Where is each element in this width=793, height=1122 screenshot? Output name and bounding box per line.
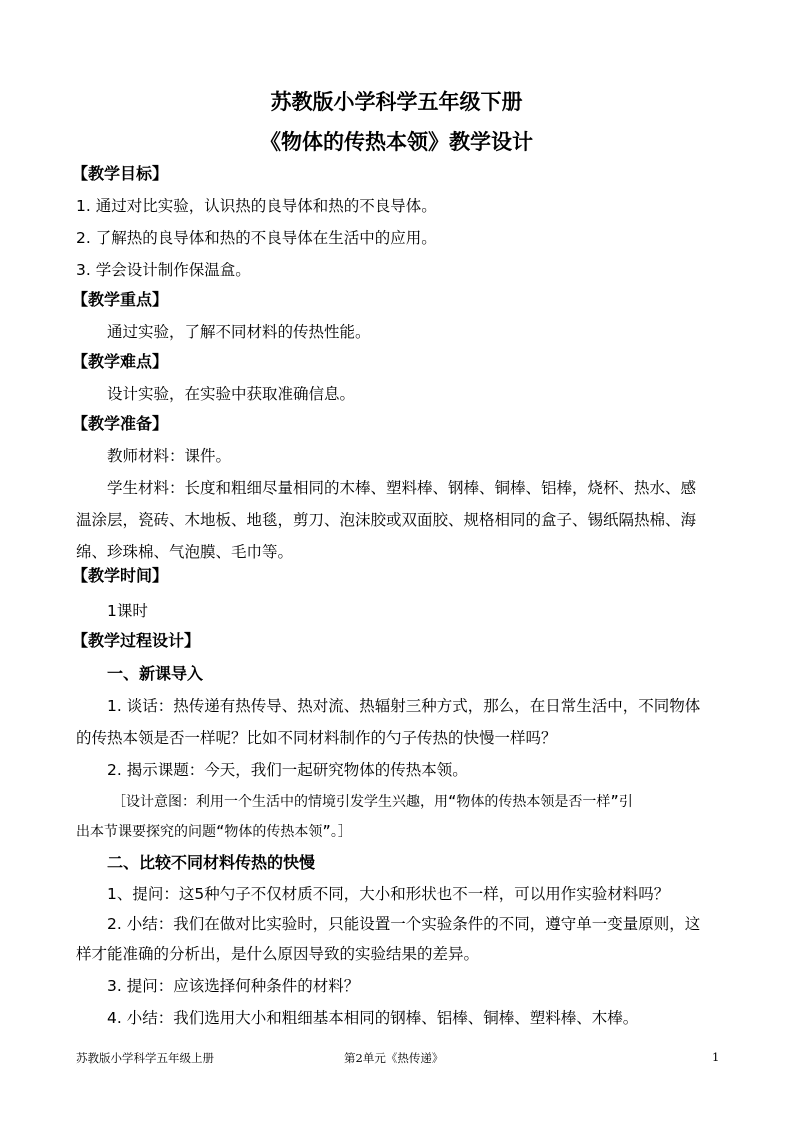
page-number: 1 (712, 1050, 720, 1064)
difficulties-text: 设计实验，在实验中获取准确信息。 (107, 385, 356, 403)
preparation-heading: 【教学准备】 (72, 414, 169, 433)
section2-title: 二、比较不同材料传热的快慢 (107, 853, 316, 872)
section1-title: 一、新课导入 (107, 664, 204, 683)
goals-heading: 【教学目标】 (72, 164, 169, 183)
key-points-heading: 【教学重点】 (72, 290, 169, 309)
goal-item: 2. 了解热的良导体和热的不良导体在生活中的应用。 (76, 229, 437, 247)
time-text: 1课时 (107, 602, 148, 620)
doc-title-line2: 《物体的传热本领》教学设计 (260, 129, 533, 154)
section2-paragraph-line: 2. 小结：我们在做对比实验时，只能设置一个实验条件的不同，遵守单一变量原则，这 (107, 915, 701, 933)
section2-paragraph: 4. 小结：我们选用大小和粗细基本相同的钢棒、铝棒、铜棒、塑料棒、木棒。 (107, 1009, 639, 1027)
section2-paragraph: 3. 提问：应该选择何种条件的材料？ (107, 977, 360, 995)
goal-item: 3. 学会设计制作保温盒。 (76, 261, 251, 279)
time-heading: 【教学时间】 (72, 566, 169, 585)
difficulties-heading: 【教学难点】 (72, 352, 169, 371)
student-materials-line: 绵、珍珠棉、气泡膜、毛巾等。 (76, 543, 294, 561)
doc-title-line1: 苏教版小学科学五年级下册 (270, 89, 523, 114)
section2-paragraph-line: 样才能准确的分析出，是什么原因导致的实验结果的差异。 (76, 945, 480, 963)
design-intent-note-line: ［设计意图：利用一个生活中的情境引发学生兴趣，用“物体的传热本领是否一样”引 (112, 794, 633, 810)
process-heading: 【教学过程设计】 (72, 631, 201, 650)
footer-center: 第2单元《热传递》 (344, 1051, 444, 1065)
student-materials-line: 学生材料：长度和粗细尽量相同的木棒、塑料棒、钢棒、铜棒、铝棒，烧杯、热水、感 (107, 479, 697, 497)
teacher-materials: 教师材料：课件。 (107, 447, 232, 465)
section1-paragraph: 2. 揭示课题：今天，我们一起研究物体的传热本领。 (107, 761, 468, 779)
section1-paragraph-line: 的传热本领是否一样呢？比如不同材料制作的勺子传热的快慢一样吗？ (76, 729, 557, 747)
section1-paragraph-line: 1. 谈话：热传递有热传导、热对流、热辐射三种方式，那么，在日常生活中，不同物体 (107, 697, 701, 715)
student-materials-line: 温涂层，瓷砖、木地板、地毯，剪刀、泡沫胶或双面胶、规格相同的盒子、锡纸隔热棉、海 (76, 511, 697, 529)
section2-paragraph: 1、提问：这5种勺子不仅材质不同，大小和形状也不一样，可以用作实验材料吗？ (107, 885, 670, 903)
goal-item: 1. 通过对比实验，认识热的良导体和热的不良导体。 (76, 197, 437, 215)
key-points-text: 通过实验，了解不同材料的传热性能。 (107, 323, 371, 341)
footer-left: 苏教版小学科学五年级上册 (76, 1051, 214, 1065)
design-intent-note-line: 出本节课要探究的问题“物体的传热本领”。］ (76, 824, 352, 840)
